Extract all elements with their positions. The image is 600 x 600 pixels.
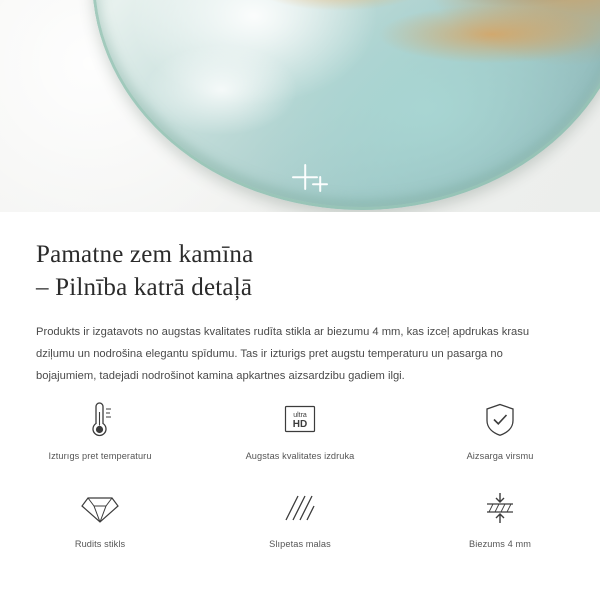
feature-item-thickness xyxy=(400,480,600,568)
svg-text:HD: HD xyxy=(292,419,308,430)
glass-panel-image xyxy=(92,0,600,210)
feature-item-tempered-glass xyxy=(0,480,200,568)
diamond-icon xyxy=(78,486,122,530)
thickness-icon xyxy=(478,486,522,530)
headline-line-2: – Pilnība katrā detaļā xyxy=(36,274,253,301)
shield-check-icon xyxy=(478,398,522,442)
body-paragraph: Produkts ir izgatavots no augstas kvalitates rudīta stikla ar biezumu 4 mm, kas izceļ apdrukas krasu dziļumu un nodrošina elegantu spīdumu. Tas ir izturigs pret augstu temperaturu un pasarga no bojajumiem, tadejadi nodrošinot kamina apkartnes aizsardzibu gadiem ilgi. xyxy=(36,326,530,382)
feature-label: Aizsarga virsmu xyxy=(466,451,534,461)
feature-item-temperature xyxy=(0,392,200,480)
feature-item-polished-edges xyxy=(200,480,400,568)
feature-item-surface-protection xyxy=(400,392,600,480)
polished-edges-icon xyxy=(278,486,322,530)
feature-label: Izturıgs pret temperaturu xyxy=(48,451,152,461)
feature-label: Slıpetas malas xyxy=(269,539,331,549)
svg-text:ultra: ultra xyxy=(293,412,307,419)
feature-grid xyxy=(0,392,600,568)
hero-image xyxy=(0,0,600,212)
thermometer-icon xyxy=(78,398,122,442)
headline-line-1: Pamatne zem kamīna xyxy=(36,241,254,268)
feature-item-print-quality xyxy=(200,392,400,480)
content-block xyxy=(0,212,600,388)
feature-label: Rudits stikls xyxy=(74,539,126,549)
page-title xyxy=(0,212,600,304)
feature-label: Biezums 4 mm xyxy=(469,539,531,549)
feature-label: Augstas kvalitates izdruka xyxy=(245,451,355,461)
ultra-hd-icon xyxy=(278,398,322,442)
